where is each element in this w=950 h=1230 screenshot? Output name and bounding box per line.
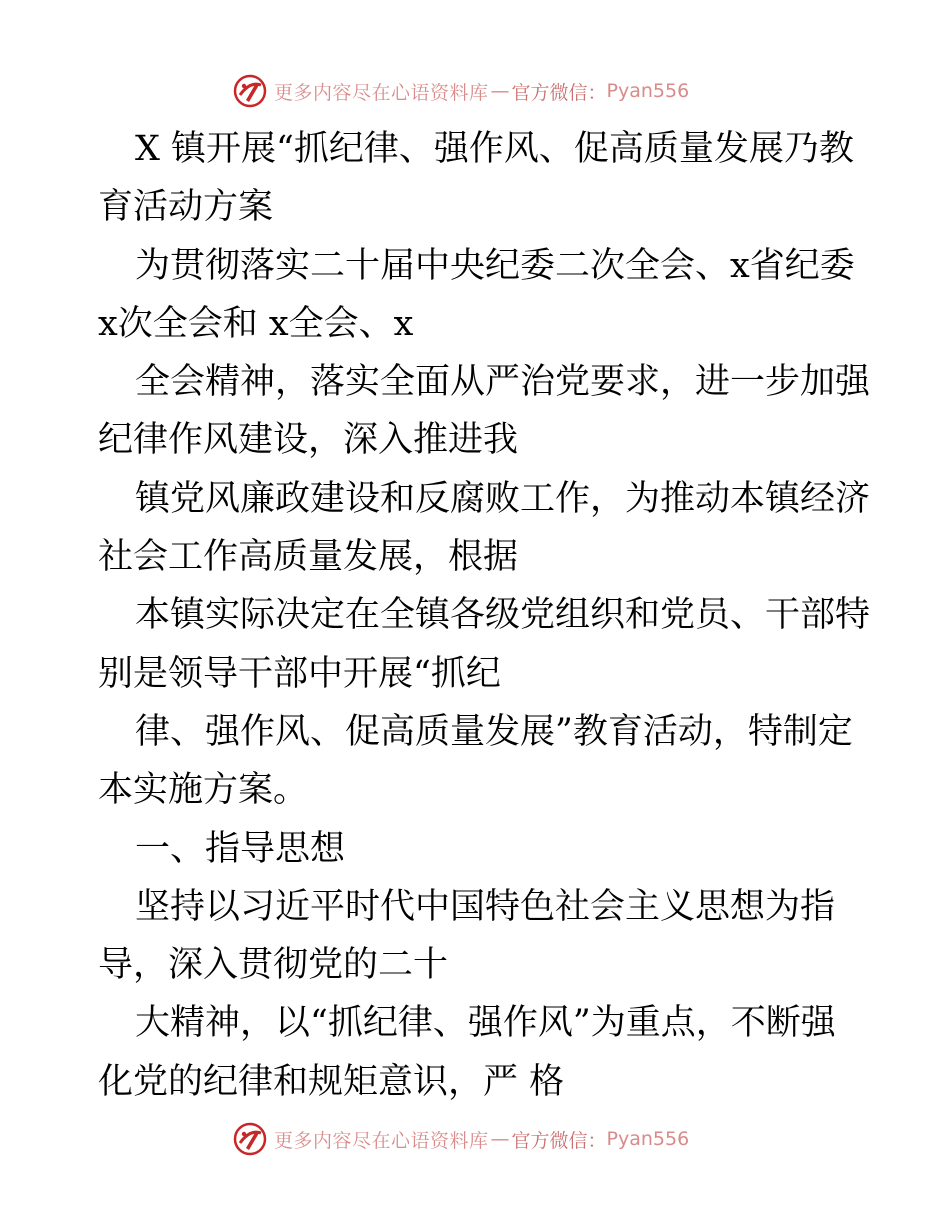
- library-logo-icon: [232, 73, 268, 109]
- banner-contact-label: 官方微信：: [511, 81, 607, 104]
- body-line: 社会工作高质量发展，根据: [98, 537, 519, 578]
- body-line: 为贯彻落实二十届中央纪委二次全会、x省纪委: [135, 245, 855, 286]
- footer-banner: [232, 1120, 712, 1158]
- document-body: [98, 120, 871, 1111]
- body-line: 本镇实际决定在全镇各级党组织和党员、干部特: [135, 595, 871, 636]
- body-line: 育活动方案: [98, 187, 274, 228]
- header-banner: [232, 72, 712, 110]
- banner-brand: 更多内容尽在心语资料库: [274, 1129, 489, 1152]
- banner-separator: —: [490, 1128, 510, 1150]
- body-line: 本实施方案。: [98, 770, 309, 811]
- banner-wechat-id: Pyan556: [606, 80, 690, 102]
- banner-wechat-id: Pyan556: [606, 1128, 690, 1150]
- body-line: 化党的纪律和规矩意识，严 格: [98, 1061, 565, 1102]
- body-line: 镇党风廉政建设和反腐败工作，为推动本镇经济: [135, 478, 871, 519]
- body-line: 全会精神，落实全面从严治党要求，进一步加强: [135, 362, 871, 403]
- body-line: X 镇开展“抓纪律、强作风、促高质量发展乃教: [135, 129, 854, 169]
- body-line: 坚持以习近平时代中国特色社会主义思想为指: [135, 886, 836, 927]
- banner-separator: —: [490, 80, 510, 102]
- body-line: 大精神，以“抓纪律、强作风”为重点，不断强: [135, 1003, 836, 1044]
- banner-contact-label: 官方微信：: [511, 1129, 607, 1152]
- body-line: 律、强作风、促高质量发展”教育活动，特制定: [135, 711, 853, 752]
- body-line: 导，深入贯彻党的二十: [98, 945, 449, 986]
- body-line: 纪律作风建设，深入推进我: [98, 420, 519, 461]
- banner-brand: 更多内容尽在心语资料库: [274, 81, 489, 104]
- body-line: 别是领导干部中开展“抓纪: [98, 653, 501, 694]
- library-logo-icon: [232, 1121, 268, 1157]
- body-line: x次全会和 x全会、x: [98, 303, 414, 344]
- body-line: 一、指导思想: [135, 828, 346, 869]
